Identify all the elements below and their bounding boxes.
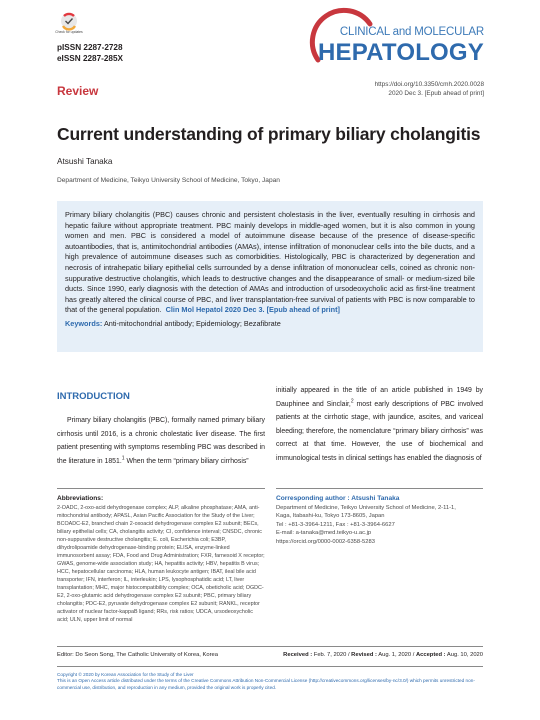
pissn: pISSN 2287-2728 (57, 43, 123, 52)
doi-block (375, 80, 484, 98)
reference-2[interactable]: 2 (350, 398, 354, 405)
corr-phone: Tel : +81-3-3964-1211, Fax : +81-3-3964-6627 (276, 521, 395, 528)
reference-1[interactable]: 1 (121, 455, 125, 462)
corr-address-1: Department of Medicine, Teikyo University School of Medicine, 2-11-1, (276, 505, 456, 511)
body-column-left (57, 384, 265, 468)
corresponding-author-title: Corresponding author : Atsushi Tanaka (276, 495, 400, 502)
abstract-citation: Clin Mol Hepatol 2020 Dec 3. [Epub ahead of print] (165, 305, 340, 315)
article-title: Current understanding of primary biliary cholangitis (57, 124, 481, 144)
keywords-text: Anti-mitochondrial antibody; Epidemiology; Bezafibrate (103, 318, 281, 328)
footer-divider (57, 646, 483, 647)
copyright-divider (57, 666, 483, 667)
body-column-right (276, 384, 483, 466)
corr-address-2: Kaga, Itabashi-ku, Tokyo 173-8605, Japan (276, 513, 385, 520)
keywords-label: Keywords: (65, 318, 103, 328)
received-dates: Received : Feb. 7, 2020 / Revised : Aug. 1, 2020 / Accepted : Aug. 10, 2020 (283, 652, 483, 658)
svg-text:Check for updates: Check for updates (55, 30, 83, 34)
section-label: Review (57, 84, 99, 98)
check-for-updates-icon (55, 11, 83, 39)
editor-line: Editor: Do Seon Song, The Catholic University of Korea, Korea (57, 652, 219, 658)
abbreviations-text: 2-OADC, 2-oxo-acid dehydrogenase complex; ALP, alkaline phosphatase; AMA, anti-mitochondrial antibody; APASL, Asian Pacific Association for the Study of the Liver; BCOADC-E2, branched chain 2-oxoacid dehydrogenase complex E2 subunit; BECs, biliary epithelial cells; CA, cholangitis activity; CI, confidence interval; CNSDC, chronic non-suppurative destructive cholangitis; E. coli, Escherichia coli; E3BP, dihydrolipoamide dehydrogenase-binding protein; ELISA, enzyme-linked immunosorbent assay; FDA, Food and Drug Administration; FXR, farnesoid X receptor; GWAS, genome-wide association study; HA, hepatitis activity; HBV, hepatitis B virus; HCC, hepatocellular carcinoma; HLA, human leukocyte antigen; IBAT, ileal bile acid transporter; IFN, interferon; IL, interleukin; LPS, lysophosphatidic acid; LT, liver transplantation; MHC, major histocompatibility complex; OCA, obeticholic acid; OGDC-E2, 2-oxo-glutamic acid dehydrogenase complex E2 subunit; PBC, primary biliary cholangitis; PDC-E2, pyruvate dehydrogenase complex E2 subunit; RANKL, receptor activator of nuclear factor-kappaB ligand; RRs, risk ratios; UDCA, ursodeoxycholic acid; ULN, upper limit of normal (57, 505, 265, 623)
journal-name-big: HEPATOLOGY (317, 39, 484, 66)
abbreviations-title: Abbreviations: (57, 495, 104, 502)
doi-link[interactable]: https://doi.org/10.3350/cmh.2020.0028 (374, 81, 484, 88)
corr-orcid[interactable]: https://orcid.org/0000-0002-6358-5283 (276, 538, 375, 545)
author-name: Atsushi Tanaka (57, 157, 113, 166)
corresponding-author-block (276, 495, 483, 546)
footnote-divider-left (57, 488, 265, 489)
license-text: This is an Open Access article distributed under the terms of the Creative Commons Attribution Non-Commercial License (http://creativecommons.org/licenses/by-nc/3.0/) which permits unrestricted non-commercial use, distribution, and reproduction in any medium, provided the original work is properly cited. (57, 678, 475, 690)
check-for-updates-badge[interactable] (55, 11, 83, 39)
keywords-line (65, 319, 475, 330)
footnote-divider-right (276, 488, 483, 489)
intro-paragraph-left: Primary biliary cholangitis (PBC), formally named primary biliary cirrhosis until 2016, is a chronic cholestatic liver disease. The first patient presenting with symptoms resembling PBC was described in the literature in 1851.$^1$ When the term “primary biliary cirrhosis” (57, 417, 265, 465)
copyright-block (57, 672, 487, 691)
abstract-box (57, 201, 483, 352)
author-affiliation: Department of Medicine, Teikyo University School of Medicine, Tokyo, Japan (57, 177, 280, 184)
corr-email[interactable]: E-mail: a-tanaka@med.teikyo-u.ac.jp (276, 530, 372, 537)
journal-logo (284, 22, 484, 77)
section-heading-introduction: INTRODUCTION (57, 391, 130, 402)
publication-date: 2020 Dec 3. [Epub ahead of print] (388, 90, 484, 97)
abstract-body: Primary biliary cholangitis (PBC) causes chronic and persistent cholestasis in the liver, eventually resulting in cirrhosis and hepatic failure without appropriate treatment. PBC mainly develops in middle-aged women, but it is also common in young women and men. PBC is considered a model of autoimmune disease because of the presence of disease-specific autoantibodies, that is, antimitochondrial antibodies (AMAs), intense infiltration of mononuclear cells into the bile ducts, and a high prevalence of autoimmune diseases such as comorbidities. Histologically, PBC is characterized by degeneration and necrosis of intrahepatic biliary epithelial cells surrounded by a dense infiltration of mononuclear cells, coined as chronic non-suppurative destructive cholangitis, which leads to destructive changes and the disappearance of small- or medium-sized bile ducts. Since 1990, early diagnosis with the detection of AMAs and introduction of ursodeoxycholic acid as first-line treatment has greatly altered the clinical course of PBC, and liver transplantation-free survival of patients with PBC is now comparable to that of the general population. (65, 210, 475, 315)
issn-block (57, 42, 123, 64)
abbreviations-block (57, 495, 265, 624)
journal-name-small: CLINICAL and MOLECULAR (339, 26, 484, 38)
copyright-line: Copyright © 2020 by Korean Association for the Study of the Liver (57, 672, 194, 677)
intro-paragraph-right: initially appeared in the title of an article published in 1949 by Dauphinee and Sinclair,$^2$ most early descriptions of PBC involved patients at the cirrhotic stage, with jaundice, ascites, and variceal bleeding; therefore, the nomenclature “primary biliary cirrhosis” was correct at that time. However, the use of biochemical and immunological tests in clinical settings has enabled the diagnosis of (276, 387, 483, 462)
eissn: eISSN 2287-285X (57, 54, 123, 63)
abstract-text (65, 210, 475, 316)
